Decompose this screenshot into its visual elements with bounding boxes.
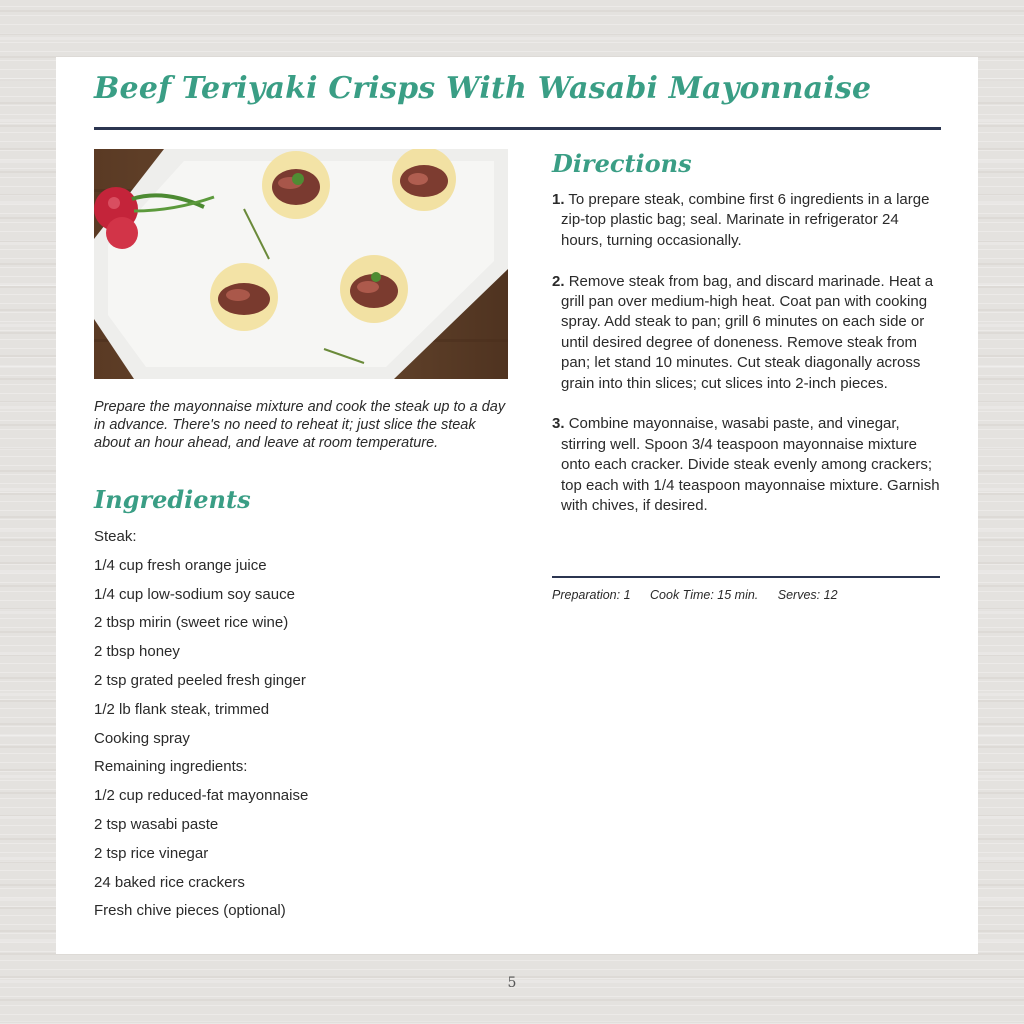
- ingredient-item: 2 tsp rice vinegar: [94, 844, 209, 862]
- title-divider: [94, 127, 941, 130]
- step-number: 3.: [552, 415, 565, 433]
- ingredient-item: 1/2 cup reduced-fat mayonnaise: [94, 787, 309, 805]
- ingredient-item: 1/4 cup fresh orange juice: [94, 556, 267, 574]
- step-number: 1.: [552, 191, 565, 208]
- direction-step: [552, 190, 944, 251]
- recipe-caption: Prepare the mayonnaise mixture and cook the steak up to a day in advance. There's no need to reheat it; just slice the steak about an hour ahead, and leave at room temperature.: [94, 399, 506, 451]
- step-text: Combine mayonnaise, wasabi paste, and vinegar, stirring well. Spoon 3/4 teaspoon mayonnaise mixture onto each cracker. Divide steak evenly among crackers; top each with 1/4 teaspoon mayonnaise mixture. Garnish with chives, if desired.: [561, 415, 940, 515]
- direction-step: [552, 414, 944, 516]
- servings: Serves: 12: [777, 588, 838, 602]
- recipe-card: [56, 57, 978, 954]
- page-number: 5: [507, 975, 517, 991]
- ingredient-item: Steak:: [94, 528, 137, 545]
- ingredients-heading: Ingredients: [94, 485, 251, 514]
- step-text: Remove steak from bag, and discard marinade. Heat a grill pan over medium-high heat. Coat pan with cooking spray. Add steak to pan; grill 6 minutes on each side or until desired degree of doneness. Remove steak from pan; let stand 10 minutes. Cut steak diagonally across grain into thin slices; cut slices into 2-inch pieces.: [561, 272, 934, 392]
- meta-divider: [552, 576, 940, 578]
- directions-heading: Directions: [552, 149, 692, 178]
- recipe-title: Beef Teriyaki Crisps With Wasabi Mayonnaise: [94, 71, 872, 106]
- ingredient-item: 1/2 lb flank steak, trimmed: [94, 700, 270, 718]
- ingredient-item: 2 tbsp mirin (sweet rice wine): [94, 614, 289, 632]
- ingredient-item: 2 tsp grated peeled fresh ginger: [94, 671, 306, 689]
- preparation-time: Preparation: 1: [552, 588, 631, 602]
- directions-list: [552, 190, 944, 537]
- ingredient-item: Fresh chive pieces (optional): [94, 902, 286, 920]
- ingredient-item: 2 tbsp honey: [94, 643, 180, 661]
- ingredient-item: Remaining ingredients:: [94, 758, 248, 776]
- recipe-photo: [94, 149, 508, 379]
- ingredients-list: [94, 528, 514, 931]
- direction-step: [552, 272, 944, 394]
- ingredient-item: 2 tsp wasabi paste: [94, 815, 219, 833]
- ingredient-item: Cooking spray: [94, 729, 190, 747]
- ingredient-item: 1/4 cup low-sodium soy sauce: [94, 585, 295, 603]
- recipe-meta: [552, 588, 952, 602]
- ingredient-item: 24 baked rice crackers: [94, 873, 245, 891]
- step-text: To prepare steak, combine first 6 ingredients in a large zip-top plastic bag; seal. Marinate in refrigerator 24 hours, turning occasionally.: [561, 191, 930, 249]
- step-number: 2.: [552, 272, 565, 290]
- cook-time: Cook Time: 15 min.: [650, 588, 759, 602]
